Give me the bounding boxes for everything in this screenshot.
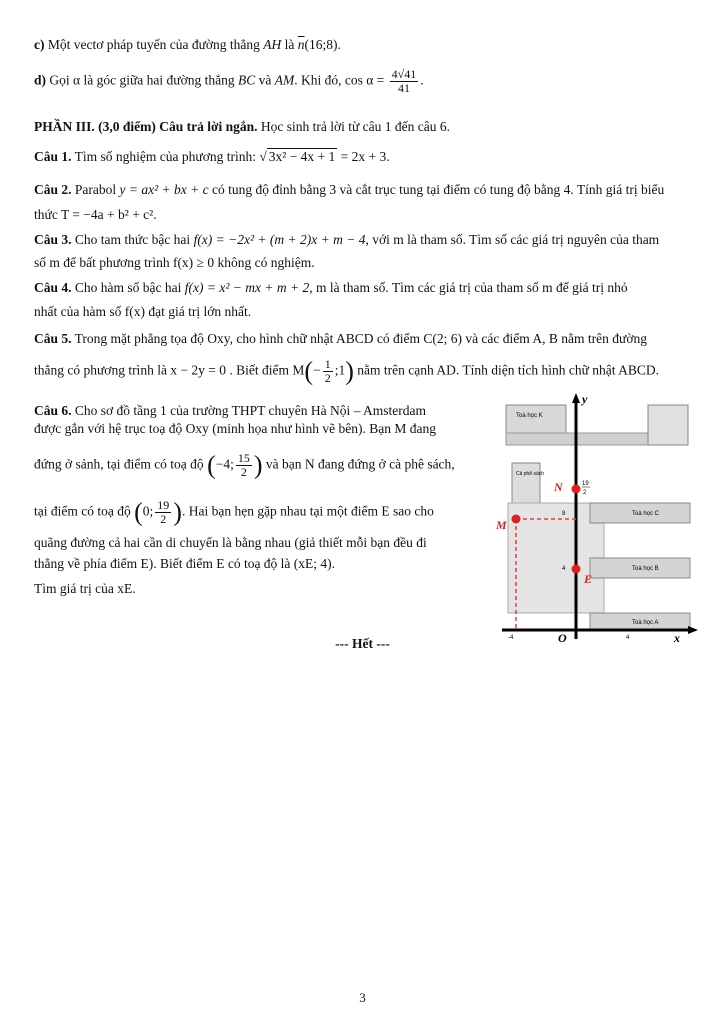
q6-m-fraction: $\frac{15}{2}$	[237, 451, 250, 479]
q6-l6: thẳng về phía điểm E). Biết điểm E có toạ độ là (xE; 4).	[34, 556, 336, 571]
q1-text: Tìm số nghiệm của phương trình:	[74, 149, 256, 164]
item-d-text: Gọi α là góc giữa hai đường thẳng	[49, 72, 235, 88]
q5-fraction: $\frac{1}{2}$	[324, 357, 331, 385]
point-e	[572, 565, 581, 574]
q4-text1: Cho hàm số bậc hai	[74, 280, 182, 295]
q6-line4: tại điểm có toạ độ (0; $\frac{19}{2}$ ). Hai bạn hẹn gặp nhau tại một điểm E sao cho	[34, 497, 434, 527]
tick-4-x: 4	[626, 635, 630, 641]
q5-text1: Trong mặt phẳng tọa độ Oxy, cho hình chữ nhật ABCD có điểm C(2; 6) và các điểm A, B nằm trên đường	[74, 331, 647, 346]
q6-line5	[34, 534, 427, 552]
label-x: x	[674, 631, 680, 645]
q3-text3: số m để bất phương trình f(x) ≥ 0 không có nghiệm.	[34, 255, 315, 270]
part3-title: PHẦN III. (3,0 điểm) Câu trả lời ngắn.	[34, 119, 258, 134]
item-d-end: .	[420, 72, 424, 88]
item-d-cos: cos α =	[344, 72, 385, 88]
q2-text3: thức T = −4a + b² + c².	[34, 207, 157, 222]
question-4	[34, 279, 628, 297]
q5-text2b: nằm trên cạnh AD. Tính diện tích hình chữ nhật ABCD.	[357, 362, 660, 378]
q1-radicand: 3x² − 4x + 1	[268, 149, 336, 164]
tick-8: 8	[562, 511, 566, 517]
q2-label: Câu 2.	[34, 182, 72, 197]
q6-line6	[34, 555, 335, 573]
point-n	[572, 485, 581, 494]
part3-intro: Học sinh trả lời từ câu 1 đến câu 6.	[260, 119, 451, 134]
x-axis-arrow	[688, 626, 698, 634]
q6-l4b: . Hai bạn hẹn gặp nhau tại một điểm E sao cho	[181, 503, 434, 519]
label-origin: O	[558, 631, 567, 645]
item-d-bc: BC	[237, 72, 256, 88]
building-hall	[648, 405, 688, 445]
q2-text2: có tung độ đỉnh bằng 3 và cắt trục tung tại điểm có tung độ bằng 4. Tính giá trị biểu	[212, 182, 665, 197]
label-toa-hoc-c: Toà học C	[632, 511, 660, 517]
item-d-label: d)	[34, 72, 47, 88]
tick-minus-4: -4	[508, 635, 514, 641]
item-c-vector: $\overline{n}$	[297, 37, 305, 52]
q5-label: Câu 5.	[34, 331, 72, 346]
item-c-mid: là	[284, 37, 295, 52]
q6-l2: được gắn với hệ trục toạ độ Oxy (minh họa như hình vẽ bên). Bạn M đang	[34, 421, 436, 436]
q6-l3b: và bạn N đang đứng ở cà phê sách,	[265, 456, 455, 472]
label-toa-hoc-k: Toà học K	[516, 413, 543, 419]
q6-line2	[34, 420, 436, 438]
item-c-end: .	[337, 37, 341, 52]
q3-text1: Cho tam thức bậc hai	[74, 232, 191, 247]
q1-label: Câu 1.	[34, 149, 72, 164]
label-ca-phe-sach: Cà phê sách	[516, 471, 545, 477]
q6-l1: Cho sơ đồ tầng 1 của trường THPT chuyên Hà Nội – Amsterdam	[74, 403, 426, 418]
label-toa-hoc-a: Toà học A	[632, 620, 659, 626]
q6-n-fraction: $\frac{19}{2}$	[157, 498, 170, 526]
q3-label: Câu 3.	[34, 232, 72, 247]
item-c	[34, 36, 341, 54]
q6-l3a: đứng ở sảnh, tại điểm có toạ độ	[34, 456, 204, 472]
y-axis-arrow	[572, 393, 580, 403]
question-2-cont	[34, 206, 157, 224]
item-c-text: Một vectơ pháp tuyến của đường thẳng	[47, 37, 260, 52]
point-m	[512, 515, 521, 524]
item-d-va: và	[258, 72, 272, 88]
item-d	[34, 68, 424, 95]
question-4-cont	[34, 303, 251, 321]
q4-label: Câu 4.	[34, 280, 72, 295]
page-number: 3	[359, 990, 366, 1005]
label-e: E	[584, 572, 593, 586]
question-5-cont: thẳng có phương trình là x − 2y = 0 . Biết điểm M(− $\frac{1}{2}$ ;1) nằm trên cạnh AD. Tính diện tích hình chữ nhật ABCD.	[34, 356, 660, 386]
cos-fraction: $\frac{4√41}{41}$	[391, 67, 417, 95]
q3-eq: f(x) = −2x² + (m + 2)x + m − 4	[193, 232, 366, 247]
question-3-cont	[34, 254, 315, 272]
q6-l7: Tìm giá trị của xE.	[34, 581, 136, 596]
q5-text2a: thẳng có phương trình là x − 2y = 0 . Biết điểm M	[34, 362, 305, 378]
item-d-am: AM	[274, 72, 295, 88]
item-c-vecval: (16;8)	[304, 37, 338, 52]
label-n: N	[554, 480, 563, 494]
tick-4: 4	[562, 566, 566, 572]
q6-l4a: tại điểm có toạ độ	[34, 503, 131, 519]
tick-19: 19	[582, 481, 589, 487]
item-d-khi: . Khi đó,	[294, 72, 342, 88]
label-m: M	[496, 518, 507, 532]
q4-eq: f(x) = x² − mx + m + 2	[184, 280, 310, 295]
question-6	[34, 402, 426, 420]
part3-heading	[34, 118, 450, 136]
q1-rhs: = 2x + 3.	[340, 149, 390, 164]
q2-text1: Parabol	[74, 182, 117, 197]
end-marker: --- Hết ---	[335, 636, 390, 651]
tick-2: 2	[583, 490, 587, 496]
q6-line3: đứng ở sảnh, tại điểm có toạ độ (−4; $\frac{15}{2}$ ) và bạn N đang đứng ở cà phê sách,	[34, 450, 455, 480]
q2-eq: y = ax² + bx + c	[119, 182, 209, 197]
label-y: y	[582, 392, 588, 406]
q4-text3: nhất của hàm số f(x) đạt giá trị lớn nhất.	[34, 304, 252, 319]
building-ca-phe-sach	[512, 463, 540, 503]
q4-text2: , m là tham số. Tìm các giá trị của tham số m để giá trị nhỏ	[309, 280, 628, 295]
item-c-label: c)	[34, 37, 45, 52]
q6-l5: quãng đường cả hai cần di chuyển là bằng nhau (giả thiết mỗi bạn đều đi	[34, 535, 427, 550]
question-1: Câu 1. Tìm số nghiệm của phương trình: √ 3x² − 4x + 1 = 2x + 3.	[34, 149, 390, 164]
school-floor-plan-figure	[498, 393, 698, 643]
question-2	[34, 181, 664, 199]
q6-label: Câu 6.	[34, 403, 72, 418]
question-5	[34, 330, 647, 348]
q6-line7	[34, 580, 136, 598]
question-3	[34, 231, 659, 249]
building-toa-hoc-k	[506, 405, 566, 433]
item-c-var: AH	[263, 37, 282, 52]
label-toa-hoc-b: Toà học B	[632, 566, 659, 572]
q3-text2: , với m là tham số. Tìm số các giá trị nguyên của tham	[365, 232, 660, 247]
